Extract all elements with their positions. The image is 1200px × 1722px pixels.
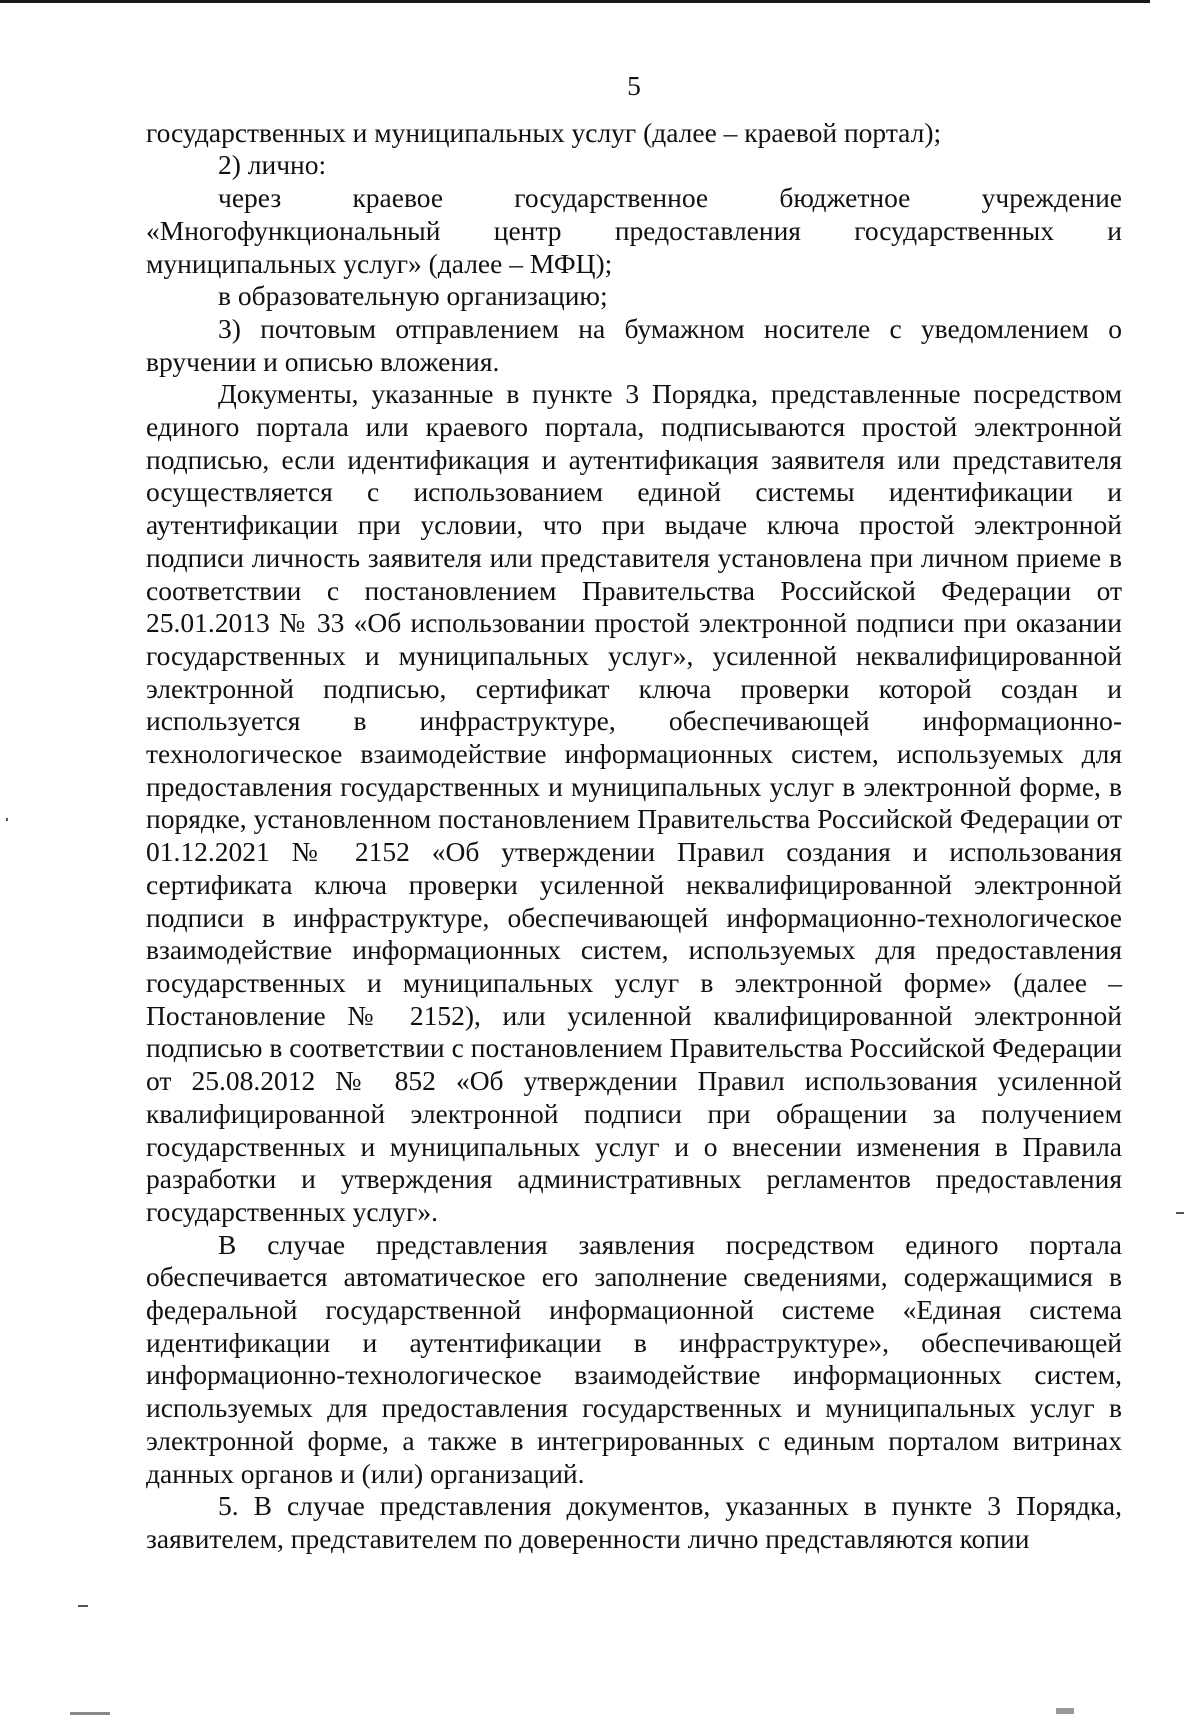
scan-artifact-bottom-right [1056,1708,1074,1714]
paragraph-7: В случае представления заявления посредством единого портала обеспечивается автоматическое его заполнение сведениями, содержащимися в федеральной государственной информационной системе «Единая система идентификации и аутентификации в инфраструктуре», обеспечивающей информационно-технологическое взаимодействие информационных систем, используемых для предоставления государственных и муниципальных услуг в электронной форме, а также в интегрированных с единым порталом витринах данных органов и (или) организаций. [146,1228,1122,1489]
paragraph-5: 3) почтовым отправлением на бумажном носителе с уведомлением о вручении и описью вложения. [146,312,1122,377]
page-number: 5 [627,70,641,101]
document-body [146,117,1122,1556]
scan-artifact-left-dash [78,1605,88,1607]
scan-artifact-bottom-left [70,1712,110,1715]
scan-artifact-left-dot [6,818,8,821]
paragraph-3: через краевое государственное бюджетное учреждение «Многофункциональный центр предоставления государственных и муниципальных услуг» (далее – МФЦ); [146,182,1122,279]
paragraph-2: 2) лично: [218,149,327,181]
paragraph-8: 5. В случае представления документов, указанных в пункте 3 Порядка, заявителем, представителем по доверенности лично представляются копии [146,1490,1122,1554]
paragraph-6: Документы, указанные в пункте 3 Порядка, представленные посредством единого портала или краевого портала, подписываются простой электронной подписью, если идентификация и аутентификация заявителя или представителя осуществляется с использованием единой системы идентификации и аутентификации при условии, что при выдаче ключа простой электронной подписи личность заявителя или представителя установлена при личном приеме в соответствии с постановлением Правительства Российской Федерации от 25.01.2013 № 33 «Об использовании простой электронной подписи при оказании государственных и муниципальных услуг», усиленной неквалифицированной электронной подписью, сертификат ключа проверки которой создан и используется в инфраструктуре, обеспечивающей информационно-технологическое взаимодействие информационных систем, используемых для предоставления государственных и муниципальных услуг в электронной форме, в порядке, установленном постановлением Правительства Российской Федерации от 01.12.2021 № 2152 «Об утверждении Правил создания и использования сертификата ключа проверки усиленной неквалифицированной электронной подписи в инфраструктуре, обеспечивающей информационно-технологическое взаимодействие информационных систем, используемых для предоставления государственных и муниципальных услуг в электронной форме» (далее – Постановление № 2152), или усиленной квалифицированной электронной подписью в соответствии с постановлением Правительства Российской Федерации от 25.08.2012 № 852 «Об утверждении Правил использования усиленной квалифицированной электронной подписи при обращении за получением государственных и муниципальных услуг и о внесении изменения в Правила разработки и утверждения административных регламентов предоставления государственных услуг». [146,378,1122,1227]
document-page [146,70,1122,1556]
paragraph-4: в образовательную организацию; [218,280,608,312]
paragraph-1: государственных и муниципальных услуг (далее – краевой портал); [146,116,942,148]
scan-artifact-right-dash [1176,1212,1184,1214]
top-border-line [0,0,1150,3]
